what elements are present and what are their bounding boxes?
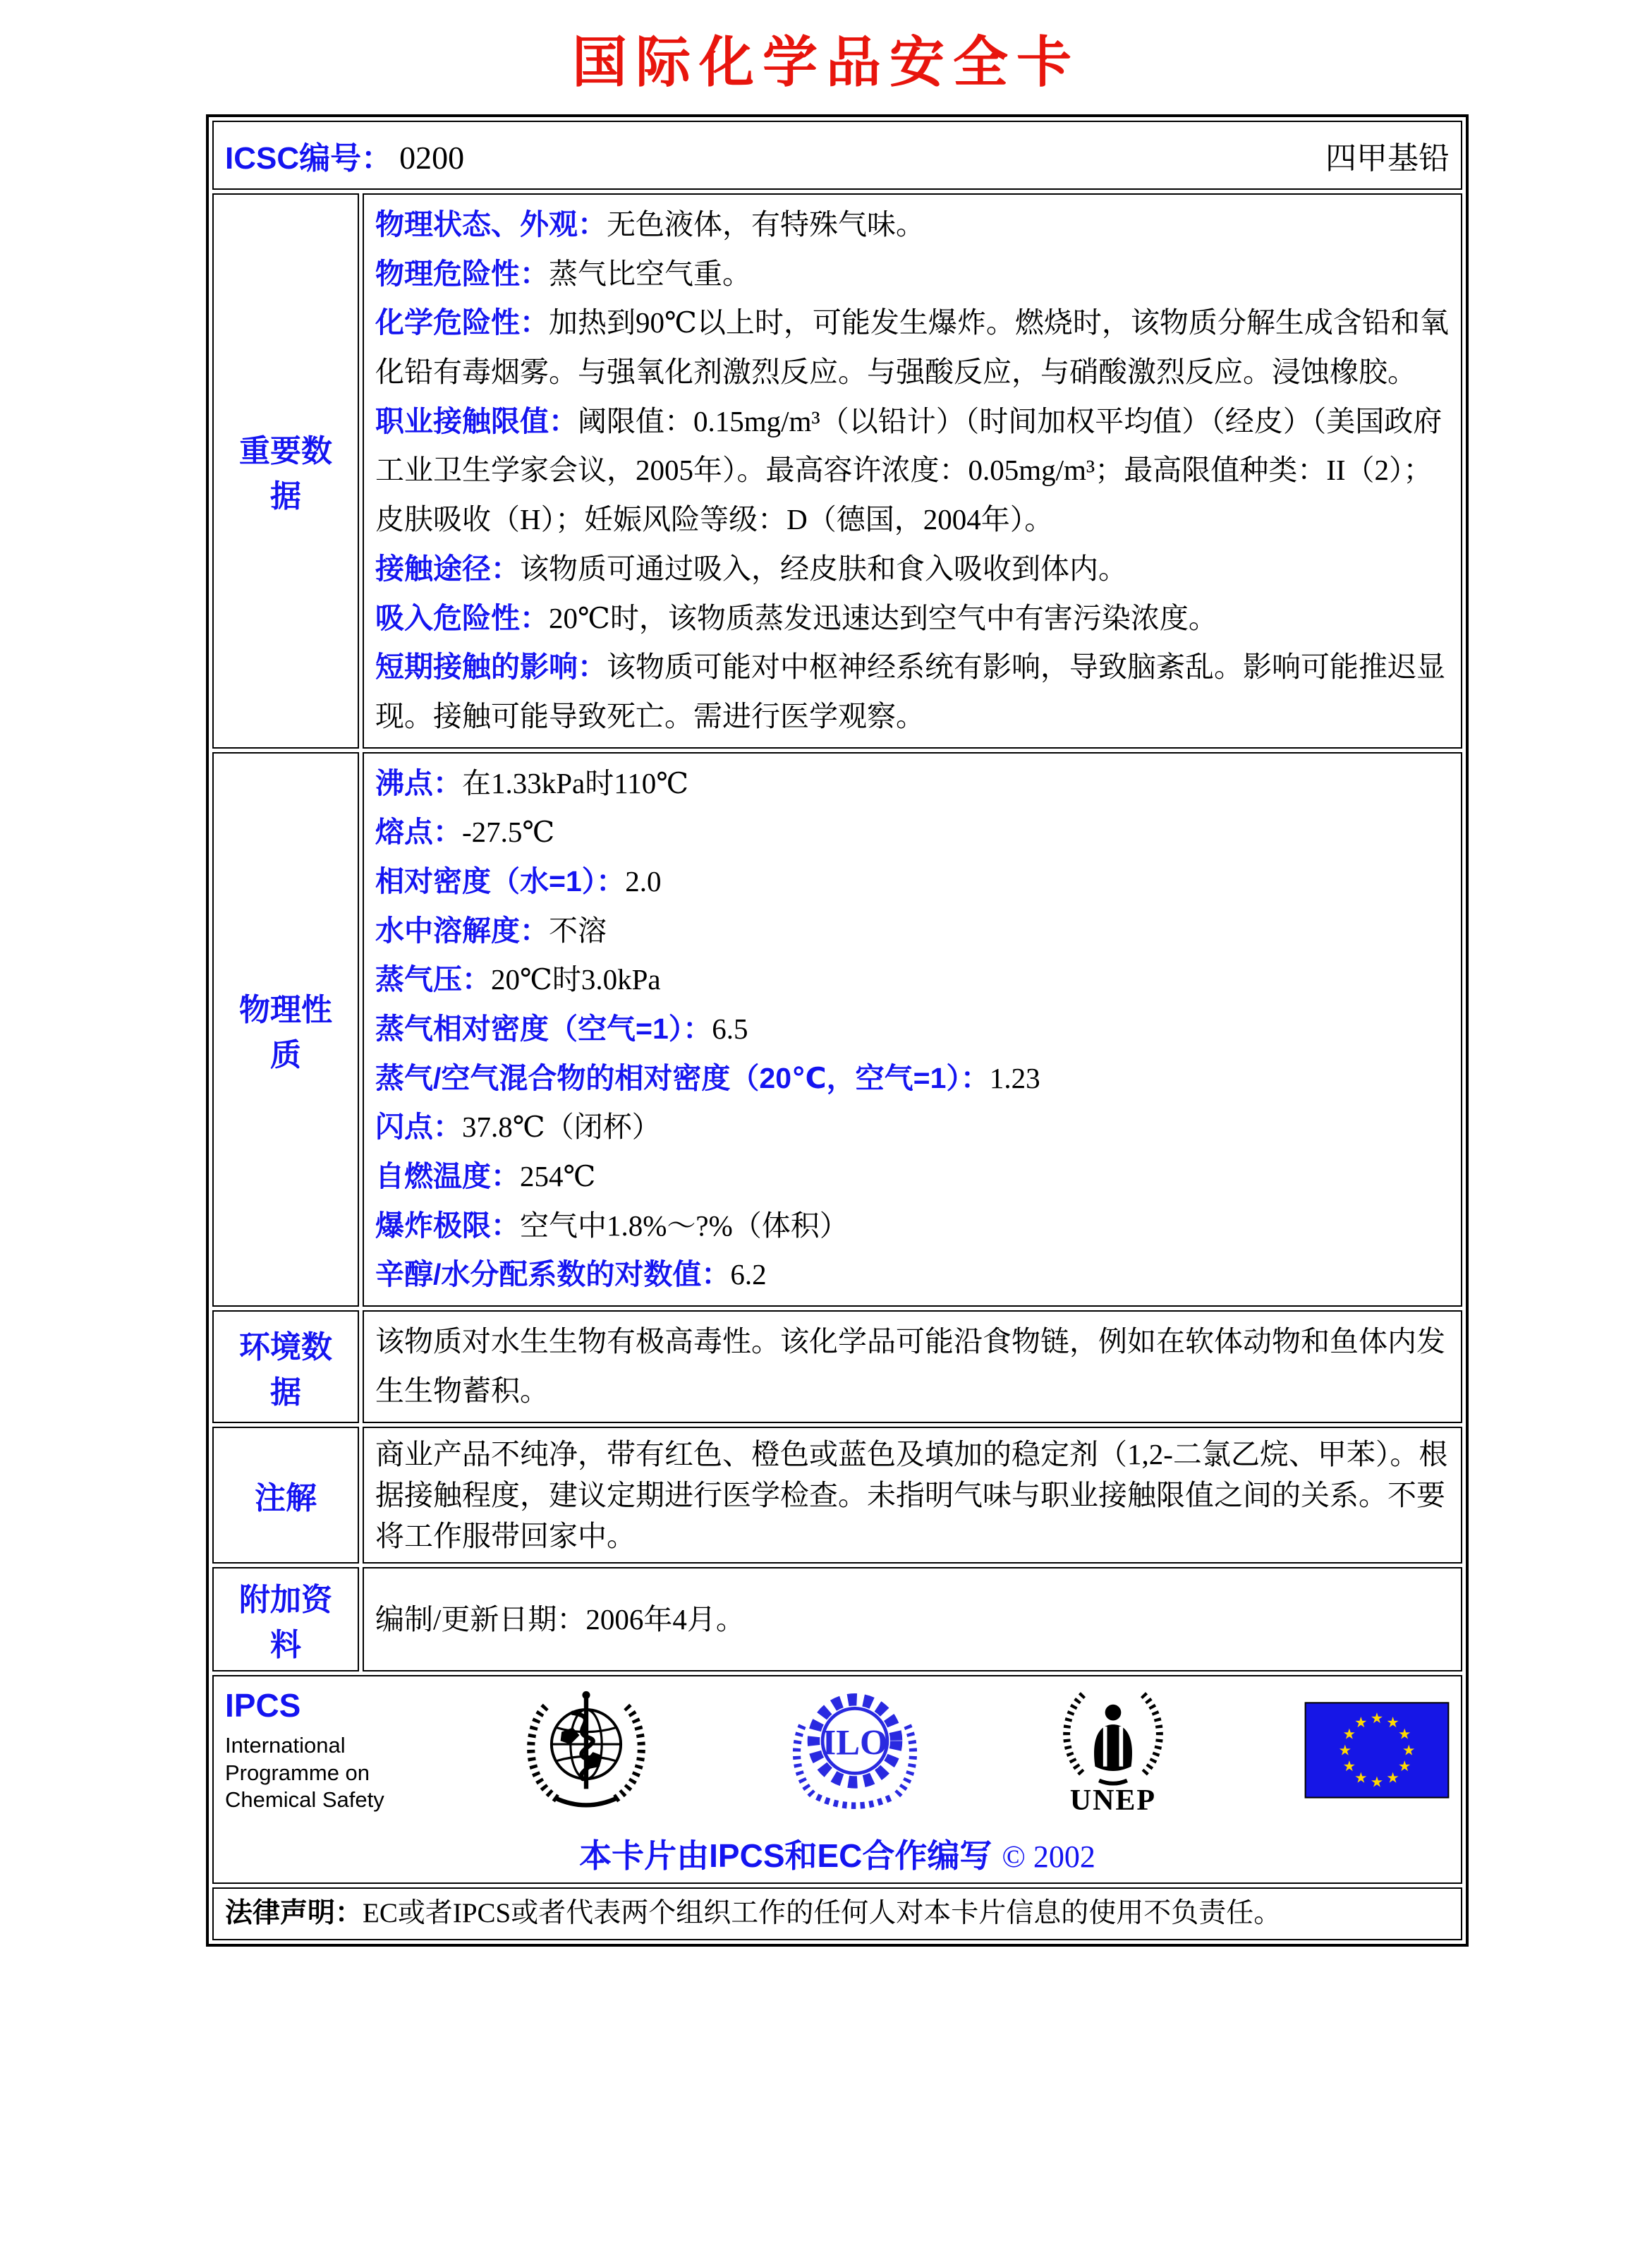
physical-properties-content bbox=[363, 752, 1462, 1307]
field-label: 闪点： bbox=[375, 1111, 462, 1144]
ipcs-acronym: IPCS bbox=[225, 1687, 301, 1724]
who-logo-icon bbox=[516, 1683, 657, 1817]
chemical-name: 四甲基铅 bbox=[1325, 141, 1450, 176]
property-line bbox=[375, 200, 1450, 250]
field-label: 接触途径： bbox=[375, 552, 520, 585]
svg-text:★: ★ bbox=[1354, 1713, 1368, 1731]
icsc-number-label: ICSC编号： bbox=[225, 141, 393, 176]
svg-text:★: ★ bbox=[1397, 1725, 1411, 1743]
row-label-important-data: 重要数据 bbox=[212, 193, 359, 749]
property-line bbox=[375, 808, 1450, 857]
property-line bbox=[375, 1005, 1450, 1054]
svg-text:★: ★ bbox=[1386, 1769, 1399, 1787]
row-label-additional-info: 附加资料 bbox=[212, 1567, 359, 1671]
row-label-physical-properties: 物理性质 bbox=[212, 752, 359, 1307]
row-label-notes: 注解 bbox=[212, 1427, 359, 1564]
icsc-number-group bbox=[225, 133, 464, 178]
environmental-data-content bbox=[363, 1310, 1462, 1422]
field-value: 20℃时3.0kPa bbox=[491, 963, 661, 996]
page-title: 国际化学品安全卡 bbox=[571, 32, 1080, 93]
field-value: 蒸气比空气重。 bbox=[549, 257, 751, 290]
field-label: 物理危险性： bbox=[375, 257, 549, 290]
legal-row bbox=[212, 1887, 1462, 1940]
legal-cell bbox=[212, 1887, 1462, 1940]
property-line bbox=[375, 397, 1450, 545]
notes-row bbox=[212, 1427, 1462, 1564]
property-line bbox=[375, 298, 1450, 397]
field-label: 化学危险性： bbox=[375, 306, 549, 339]
row-label-environmental-data: 环境数据 bbox=[212, 1310, 359, 1422]
important-data-content bbox=[363, 193, 1462, 749]
property-line bbox=[375, 857, 1450, 907]
svg-text:★: ★ bbox=[1370, 1709, 1384, 1727]
unep-caption: UNEP bbox=[1069, 1784, 1157, 1818]
property-line bbox=[375, 907, 1450, 956]
field-value: 空气中1.8%～?%（体积） bbox=[520, 1209, 849, 1242]
svg-text:★: ★ bbox=[1342, 1725, 1356, 1743]
unep-logo-icon bbox=[1053, 1682, 1173, 1818]
svg-text:★: ★ bbox=[1338, 1741, 1352, 1759]
property-line bbox=[375, 759, 1450, 809]
card-header-row bbox=[212, 121, 1462, 190]
field-value: 37.8℃（闭杯） bbox=[462, 1111, 661, 1144]
legal-text: EC或者IPCS或者代表两个组织工作的任何人对本卡片信息的使用不负责任。 bbox=[363, 1898, 1282, 1929]
field-label: 自燃温度： bbox=[375, 1160, 520, 1193]
field-label: 吸入危险性： bbox=[375, 601, 549, 634]
field-label: 蒸气相对密度（空气=1）： bbox=[375, 1012, 712, 1045]
eu-flag-icon bbox=[1304, 1702, 1450, 1799]
svg-text:★: ★ bbox=[1370, 1773, 1384, 1791]
ipcs-line: Chemical Safety bbox=[225, 1787, 384, 1813]
ipcs-line: Programme on bbox=[225, 1760, 370, 1785]
svg-text:★: ★ bbox=[1386, 1713, 1399, 1731]
field-value: 不溶 bbox=[549, 914, 607, 947]
field-label: 沸点： bbox=[375, 766, 462, 799]
important-data-row bbox=[212, 193, 1462, 749]
property-line bbox=[375, 1250, 1450, 1300]
property-line bbox=[375, 1054, 1450, 1104]
property-line bbox=[375, 955, 1450, 1005]
ipcs-line: International bbox=[225, 1732, 346, 1758]
field-label: 水中溶解度： bbox=[375, 914, 549, 947]
field-label: 短期接触的影响： bbox=[375, 651, 607, 684]
property-line bbox=[375, 250, 1450, 299]
property-line bbox=[375, 545, 1450, 594]
field-label: 相对密度（水=1）： bbox=[375, 864, 626, 897]
field-value: -27.5℃ bbox=[462, 816, 555, 849]
physical-properties-row bbox=[212, 752, 1462, 1307]
field-value: 6.5 bbox=[712, 1012, 748, 1045]
field-label: 职业接触限值： bbox=[375, 404, 578, 437]
field-label: 蒸气压： bbox=[375, 963, 491, 996]
field-value: 6.2 bbox=[730, 1258, 767, 1291]
property-line bbox=[375, 643, 1450, 741]
field-value: 2.0 bbox=[625, 864, 662, 897]
additional-info-content bbox=[363, 1567, 1462, 1671]
ipcs-text-block bbox=[225, 1686, 384, 1814]
notes-text: 商业产品不纯净，带有红色、橙色或蓝色及填加的稳定剂（1,2-二氯乙烷、甲苯）。根据接触程度，建议定期进行医学检查。未指明气味与职业接触限值之间的关系。不要将工作服带回家中。 bbox=[375, 1437, 1448, 1552]
additional-info-row bbox=[212, 1567, 1462, 1671]
logos-row bbox=[212, 1675, 1462, 1884]
field-value: 20℃时，该物质蒸发迅速达到空气中有害污染浓度。 bbox=[549, 601, 1217, 634]
property-line bbox=[375, 1202, 1450, 1251]
field-value: 加热到90℃以上时，可能发生爆炸。燃烧时，该物质分解生成含铅和氧化铅有毒烟雾。与强氧化剂激烈反应。与强酸反应，与硝酸激烈反应。浸蚀橡胶。 bbox=[375, 306, 1449, 389]
field-label: 辛醇/水分配系数的对数值： bbox=[375, 1258, 731, 1291]
notes-content bbox=[363, 1427, 1462, 1564]
credit-text: 本卡片由IPCS和EC合作编写 bbox=[579, 1837, 992, 1875]
field-value: 254℃ bbox=[520, 1160, 596, 1193]
field-value: 阈限值：0.15mg/m³（以铅计）（时间加权平均值）（经皮）（美国政府工业卫生学家会议，2005年）。最高容许浓度：0.05mg/m³；最高限值种类：II（2）；皮肤吸收（H）；妊娠风险等级：D（德国，2004年）。 bbox=[375, 404, 1443, 536]
property-line bbox=[375, 1103, 1450, 1152]
additional-info-text: 编制/更新日期：2006年4月。 bbox=[375, 1603, 745, 1636]
svg-text:★: ★ bbox=[1397, 1757, 1411, 1775]
field-value: 该物质可通过吸入，经皮肤和食入吸收到体内。 bbox=[520, 552, 1127, 585]
credit-line bbox=[225, 1830, 1450, 1877]
svg-text:★: ★ bbox=[1354, 1769, 1368, 1787]
logos-cell bbox=[212, 1675, 1462, 1884]
svg-text:ILO: ILO bbox=[822, 1722, 888, 1763]
property-line bbox=[375, 1152, 1450, 1202]
environmental-data-row bbox=[212, 1310, 1462, 1422]
legal-label: 法律声明： bbox=[225, 1898, 363, 1929]
important-data-list bbox=[375, 200, 1450, 742]
field-value: 无色液体，有特殊气味。 bbox=[607, 208, 925, 241]
environmental-data-text: 该物质对水生生物有极高毒性。该化学品可能沿食物链，例如在软体动物和鱼体内发生生物蓄积。 bbox=[375, 1325, 1445, 1407]
field-value: 在1.33kPa时110℃ bbox=[462, 766, 689, 799]
icsc-card-table bbox=[206, 114, 1469, 1947]
credit-copyright: © 2002 bbox=[1002, 1839, 1095, 1875]
field-label: 物理状态、外观： bbox=[375, 208, 607, 241]
property-line bbox=[375, 594, 1450, 643]
field-label: 熔点： bbox=[375, 816, 462, 849]
ilo-logo-icon bbox=[788, 1683, 922, 1817]
field-value: 1.23 bbox=[989, 1061, 1040, 1094]
field-value: 该物质可能对中枢神经系统有影响，导致脑紊乱。影响可能推迟显现。接触可能导致死亡。需进行医学观察。 bbox=[375, 651, 1445, 732]
svg-text:★: ★ bbox=[1342, 1757, 1356, 1775]
field-label: 爆炸极限： bbox=[375, 1209, 520, 1242]
card-header-cell bbox=[212, 121, 1462, 190]
icsc-number-value: 0200 bbox=[399, 140, 465, 176]
svg-text:★: ★ bbox=[1402, 1741, 1416, 1759]
field-label: 蒸气/空气混合物的相对密度（20℃，空气=1）： bbox=[375, 1061, 990, 1094]
physical-properties-list bbox=[375, 759, 1450, 1300]
